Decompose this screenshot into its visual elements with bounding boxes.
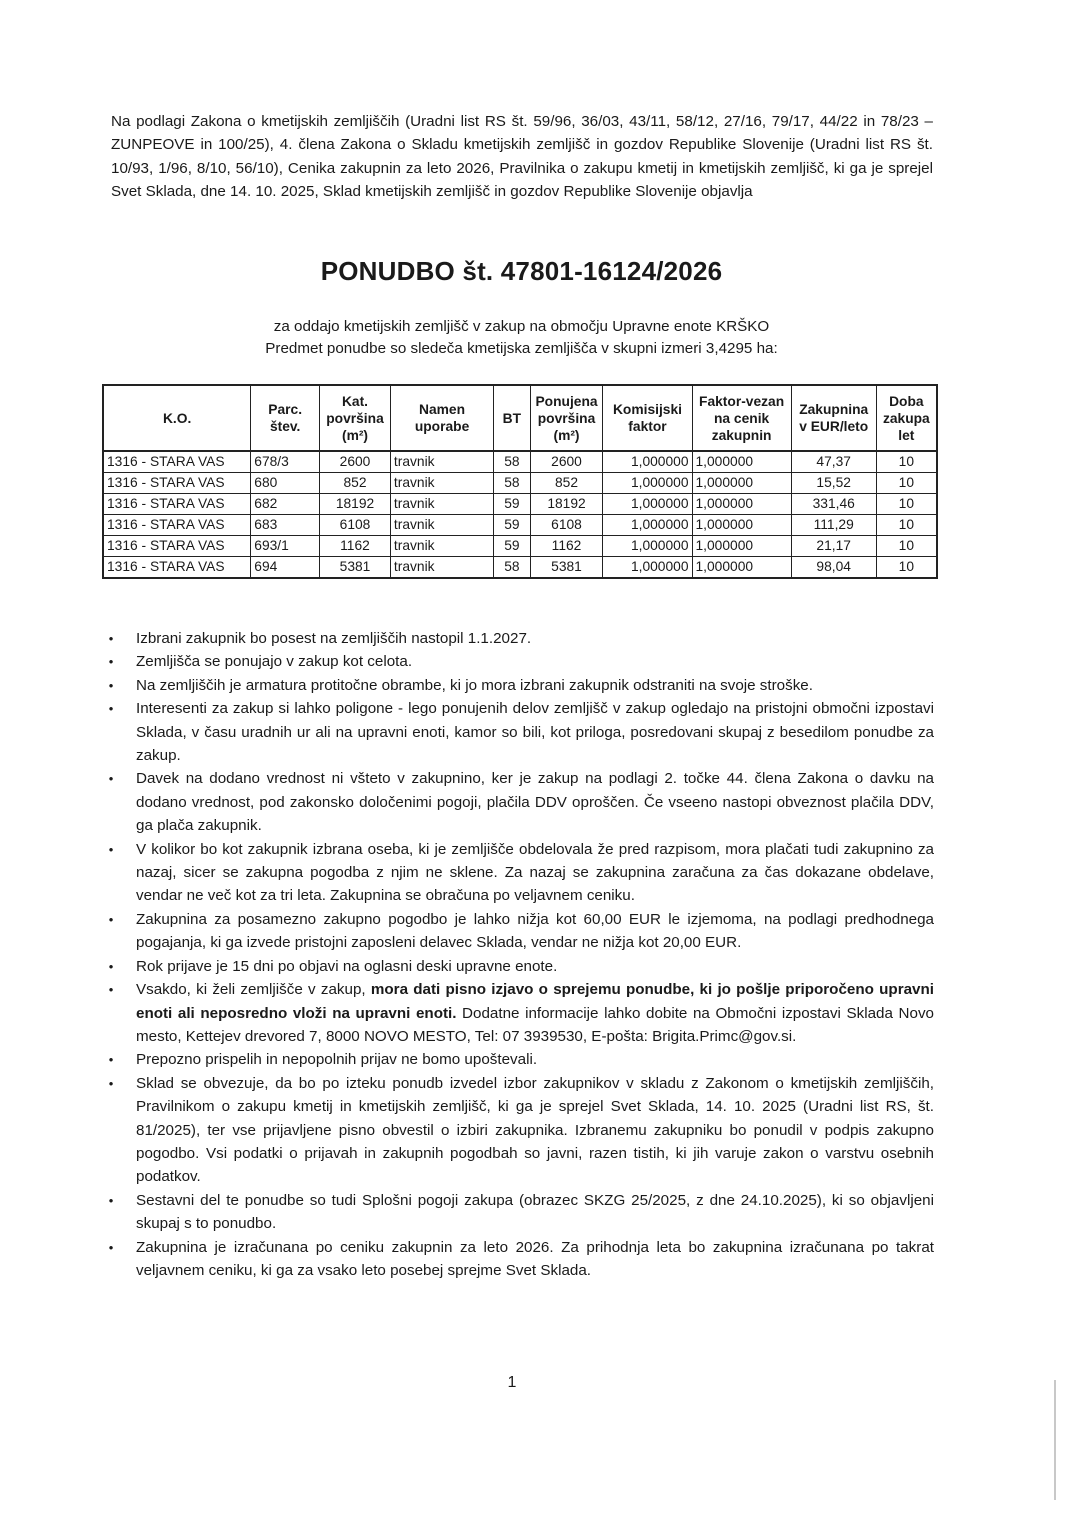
table-cell-pon: 18192	[530, 494, 603, 515]
header-namen: Namen uporabe	[390, 385, 493, 451]
table-cell-parc: 683	[251, 515, 320, 536]
table-cell-parc: 694	[251, 557, 320, 579]
bullet-icon: •	[108, 911, 114, 927]
document-title: PONUDBO št. 47801-16124/2026	[320, 256, 723, 286]
list-item: • Na zemljiščih je armatura protitočne obrambe, ki jo mora izbrani zakupnik odstraniti na svoje stroške.	[104, 674, 934, 697]
table-cell-namen: travnik	[390, 557, 493, 579]
list-item: • Davek na dodano vrednost ni všteto v zakupnino, ker je zakup na podlagi 2. točke 44. člena Zakona o davku na dodano vrednost, pod zakonsko določenimi pogoji, plačila DDV oproščen. Če vseeno nastopi obveznost plačila DDV, ga plača zakupnik.	[104, 767, 934, 837]
table-row	[103, 494, 937, 515]
table-cell-parc: 678/3	[251, 451, 320, 473]
bullet-icon: •	[108, 1192, 114, 1208]
table-cell-zak: 331,46	[791, 494, 876, 515]
scan-edge-line	[1054, 1380, 1056, 1500]
table-cell-parc: 693/1	[251, 536, 320, 557]
table-cell-bt: 58	[494, 473, 530, 494]
header-kat-povrsina: Kat. površina (m²)	[320, 385, 391, 451]
document-subtitle	[0, 316, 1043, 360]
table-cell-ko: 1316 - STARA VAS	[103, 473, 251, 494]
table-cell-kat: 5381	[320, 557, 391, 579]
table-row	[103, 515, 937, 536]
table-cell-bt: 59	[494, 536, 530, 557]
table-row	[103, 536, 937, 557]
table-cell-parc: 682	[251, 494, 320, 515]
table-cell-pon: 1162	[530, 536, 603, 557]
list-item: • Zemljišča se ponujajo v zakup kot celota.	[104, 650, 934, 673]
header-parc: Parc. štev.	[251, 385, 320, 451]
table-cell-kom: 1,000000	[603, 473, 692, 494]
table-cell-kat: 1162	[320, 536, 391, 557]
bullet-icon: •	[108, 1075, 114, 1091]
intro-paragraph: Na podlagi Zakona o kmetijskih zemljiščih (Uradni list RS št. 59/96, 36/03, 43/11, 58/12, 27/16, 79/17, 44/22 in 78/23 – ZUNPEOVE in 100/25), 4. člena Zakona o Skladu kmetijskih zemljišč in gozdov Republike Slovenije (Uradni list RS št. 10/93, 1/96, 8/10, 56/10), Cenika zakupnin za leto 2026, Pravilnika o zakupu kmetij in kmetijskih zemljišč, ki ga je sprejel Svet Sklada, dne 14. 10. 2025, Sklad kmetijskih zemljišč in gozdov Republike Slovenije objavlja	[111, 113, 933, 201]
bullet-icon: •	[108, 654, 114, 670]
table-cell-namen: travnik	[390, 473, 493, 494]
table-cell-pon: 5381	[530, 557, 603, 579]
bullet-icon: •	[108, 677, 114, 693]
table-cell-ko: 1316 - STARA VAS	[103, 557, 251, 579]
table-cell-ko: 1316 - STARA VAS	[103, 536, 251, 557]
list-item: • Zakupnina za posamezno zakupno pogodbo je lahko nižja kot 60,00 EUR le izjemoma, na podlagi predhodnega pogajanja, ki ga izvede pristojni zaposleni delavec Sklada, vendar ne nižja kot 20,00 EUR.	[104, 908, 934, 955]
bullet-icon: •	[108, 982, 114, 998]
table-cell-zak: 98,04	[791, 557, 876, 579]
table-cell-namen: travnik	[390, 515, 493, 536]
header-ponujena-povrsina: Ponujena površina (m²)	[530, 385, 603, 451]
table-cell-parc: 680	[251, 473, 320, 494]
bullet-icon: •	[108, 1239, 114, 1255]
subtitle-line-2: Predmet ponudbe so sledeča kmetijska zemljišča v skupni izmeri 3,4295 ha:	[265, 340, 778, 357]
table-cell-zak: 21,17	[791, 536, 876, 557]
table-cell-kom: 1,000000	[603, 515, 692, 536]
table-cell-doba: 10	[876, 536, 937, 557]
table-cell-fak: 1,000000	[692, 536, 791, 557]
table-cell-kat: 6108	[320, 515, 391, 536]
table-cell-pon: 6108	[530, 515, 603, 536]
table-cell-kom: 1,000000	[603, 451, 692, 473]
table-cell-pon: 2600	[530, 451, 603, 473]
table-cell-bt: 59	[494, 494, 530, 515]
table-row	[103, 557, 937, 579]
list-item: • Vsakdo, ki želi zemljišče v zakup, mora dati pisno izjavo o sprejemu ponudbe, ki jo pošlje priporočeno upravni enoti ali neposredno vloži na upravni enoti. Dodatne informacije lahko dobite na Območni izpostavi Sklada Novo mesto, Kettejev drevored 7, 8000 NOVO MESTO, Tel: 07 3939530, E-pošta: Brigita.Primc@gov.si.	[104, 978, 934, 1048]
table-cell-kom: 1,000000	[603, 494, 692, 515]
bullet-icon: •	[108, 958, 114, 974]
page-number: 1	[507, 1374, 517, 1391]
header-faktor-vezan: Faktor-vezan na cenik zakupnin	[692, 385, 791, 451]
table-cell-ko: 1316 - STARA VAS	[103, 515, 251, 536]
table-cell-fak: 1,000000	[692, 515, 791, 536]
list-item: • V kolikor bo kot zakupnik izbrana oseba, ki je zemljišče obdelovala že pred razpisom, mora plačati tudi zakupnino za nazaj, sicer se zakupna pogodba z njim ne sklene. Za nazaj se zakupnina zaračuna za čas dokazane obdelave, vendar ne več kot za tri leta. Zakupnina se obračuna po veljavnem ceniku.	[104, 838, 934, 908]
header-komisijski-faktor: Komisijski faktor	[603, 385, 692, 451]
header-bt: BT	[494, 385, 530, 451]
bullet-icon: •	[108, 841, 114, 857]
table-cell-kat: 852	[320, 473, 391, 494]
table-cell-bt: 58	[494, 451, 530, 473]
list-item: • Interesenti za zakup si lahko poligone - lego ponujenih delov zemljišč v zakup ogledajo na pristojni območni izpostavi Sklada, v času uradnih ur ali na upravni enoti, kamor so bili, kot priloga, posredovani skupaj z besedilom ponudbe za zakup.	[104, 697, 934, 767]
table-cell-zak: 15,52	[791, 473, 876, 494]
bullet-icon: •	[108, 631, 114, 646]
table-cell-bt: 59	[494, 515, 530, 536]
bullet-icon: •	[108, 771, 114, 787]
table-cell-namen: travnik	[390, 451, 493, 473]
table-cell-doba: 10	[876, 515, 937, 536]
table-cell-zak: 47,37	[791, 451, 876, 473]
table-cell-namen: travnik	[390, 536, 493, 557]
header-doba: Doba zakupa let	[876, 385, 937, 451]
subtitle-line-1: za oddajo kmetijskih zemljišč v zakup na območju Upravne enote KRŠKO	[273, 318, 770, 335]
table-cell-fak: 1,000000	[692, 494, 791, 515]
list-item: • Sklad se obvezuje, da bo po izteku ponudb izvedel izbor zakupnikov v skladu z Zakonom o kmetijskih zemljiščih, Pravilnikom o zakupu kmetij in kmetijskih zemljišč, ki ga je sprejel Svet Sklada, 14. 10. 2025 (Uradni list RS, št. 81/2025), ter vse prijavljene pisno obvestil o izbiri zakupnika. Izbranemu zakupniku bo ponudil v podpis zakupno pogodbo. Vsi podatki o prijavah in zakupnih pogodbah so javni, razen tistih, ki jih varuje zakon o varstvu osebnih podatkov.	[104, 1072, 934, 1189]
header-ko: K.O.	[103, 385, 251, 451]
bullet-icon: •	[108, 1052, 114, 1068]
table-cell-doba: 10	[876, 473, 937, 494]
conditions-list	[104, 627, 934, 1282]
table-cell-kat: 18192	[320, 494, 391, 515]
table-row	[103, 473, 937, 494]
list-item: • Zakupnina je izračunana po ceniku zakupnin za leto 2026. Za prihodnja leta bo zakupnina izračunana po takrat veljavnem ceniku, ki ga za vsako leto posebej sprejme Svet Sklada.	[104, 1236, 934, 1283]
list-item: • Sestavni del te ponudbe so tudi Splošni pogoji zakupa (obrazec SKZG 25/2025, z dne 24.10.2025), ki so objavljeni skupaj s to ponudbo.	[104, 1189, 934, 1236]
table-header-row	[103, 385, 937, 451]
table-cell-namen: travnik	[390, 494, 493, 515]
table-cell-fak: 1,000000	[692, 451, 791, 473]
table-cell-kom: 1,000000	[603, 557, 692, 579]
table-cell-doba: 10	[876, 494, 937, 515]
table-cell-ko: 1316 - STARA VAS	[103, 494, 251, 515]
table-cell-fak: 1,000000	[692, 557, 791, 579]
table-cell-doba: 10	[876, 557, 937, 579]
table-cell-doba: 10	[876, 451, 937, 473]
parcels-table	[102, 384, 938, 579]
header-zakupnina: Zakupnina v EUR/leto	[791, 385, 876, 451]
list-item: • Prepozno prispelih in nepopolnih prijav ne bomo upoštevali.	[104, 1048, 934, 1071]
table-cell-pon: 852	[530, 473, 603, 494]
bullet-icon: •	[108, 701, 114, 717]
table-row	[103, 451, 937, 473]
table-cell-kat: 2600	[320, 451, 391, 473]
table-cell-fak: 1,000000	[692, 473, 791, 494]
table-cell-bt: 58	[494, 557, 530, 579]
list-item: • Rok prijave je 15 dni po objavi na oglasni deski upravne enote.	[104, 955, 934, 978]
table-cell-ko: 1316 - STARA VAS	[103, 451, 251, 473]
list-item: • Izbrani zakupnik bo posest na zemljiščih nastopil 1.1.2027.	[104, 627, 934, 650]
table-cell-zak: 111,29	[791, 515, 876, 536]
table-cell-kom: 1,000000	[603, 536, 692, 557]
